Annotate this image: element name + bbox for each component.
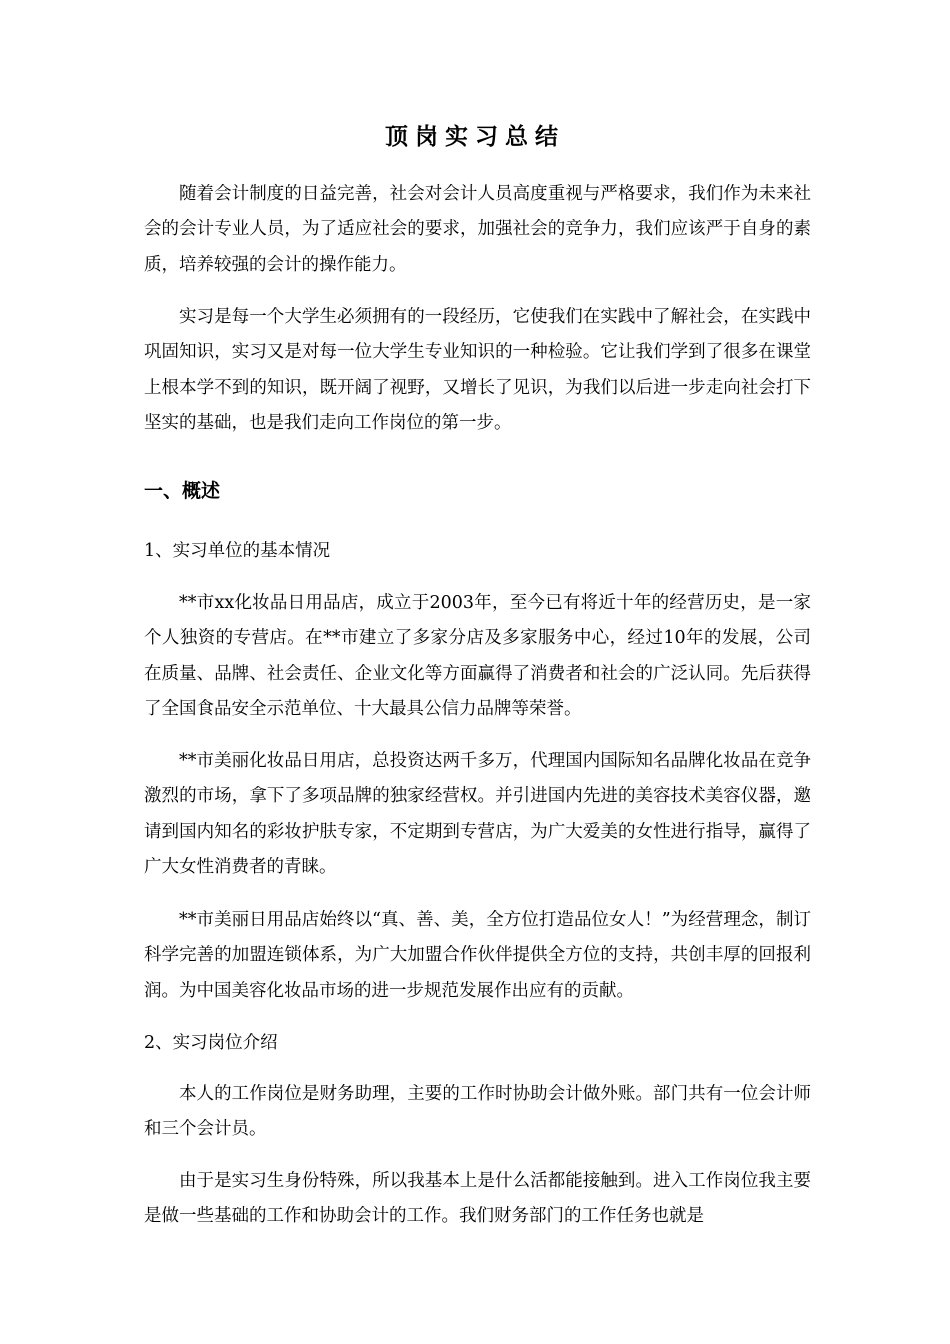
intro-paragraph-2: 实习是每一个大学生必须拥有的一段经历，它使我们在实践中了解社会，在实践中巩固知识，实习又是对每一位大学生专业知识的一种检验。它让我们学到了很多在课堂上根本学不到的知识，既开阔了视野，又增长了见识，为我们以后进一步走向社会打下坚实的基础，也是我们走向工作岗位的第一步。: [144, 307, 811, 433]
unit-info-paragraph-3: **市美丽日用品店始终以“真、善、美，全方位打造品位女人！”为经营理念，制订科学完善的加盟连锁体系，为广大加盟合作伙伴提供全方位的支持，共创丰厚的回报利润。为中国美容化妆品市场的进一步规范发展作出应有的贡献。: [144, 910, 811, 1001]
subsection-heading-unit-info: 1、实习单位的基本情况: [144, 541, 331, 561]
document-title: 顶岗实习总结: [385, 124, 565, 150]
intro-paragraph-1: 随着会计制度的日益完善，社会对会计人员高度重视与严格要求，我们作为未来社会的会计专业人员，为了适应社会的要求，加强社会的竞争力，我们应该严于自身的素质，培养较强的会计的操作能力。: [144, 184, 811, 275]
unit-info-paragraph-1: **市xx化妆品日用品店，成立于2003年，至今已有将近十年的经营历史，是一家个人独资的专营店。在**市建立了多家分店及多家服务中心，经过10年的发展，公司在质量、品牌、社会责任、企业文化等方面赢得了消费者和社会的广泛认同。先后获得了全国食品安全示范单位、十大最具公信力品牌等荣誉。: [144, 593, 811, 719]
unit-info-paragraph-2: **市美丽化妆品日用店，总投资达两千多万，代理国内国际知名品牌化妆品在竞争激烈的市场，拿下了多项品牌的独家经营权。并引进国内先进的美容技术美容仪器，邀请到国内知名的彩妆护肤专家，不定期到专营店，为广大爱美的女性进行指导，赢得了广大女性消费者的青睐。: [144, 751, 811, 877]
position-paragraph-1: 本人的工作岗位是财务助理，主要的工作时协助会计做外账。部门共有一位会计师和三个会计员。: [144, 1084, 811, 1140]
subsection-heading-position: 2、实习岗位介绍: [144, 1033, 278, 1053]
position-paragraph-2: 由于是实习生身份特殊，所以我基本上是什么活都能接触到。进入工作岗位我主要是做一些基础的工作和协助会计的工作。我们财务部门的工作任务也就是: [144, 1171, 811, 1227]
section-heading-overview: 一、概述: [144, 480, 221, 502]
